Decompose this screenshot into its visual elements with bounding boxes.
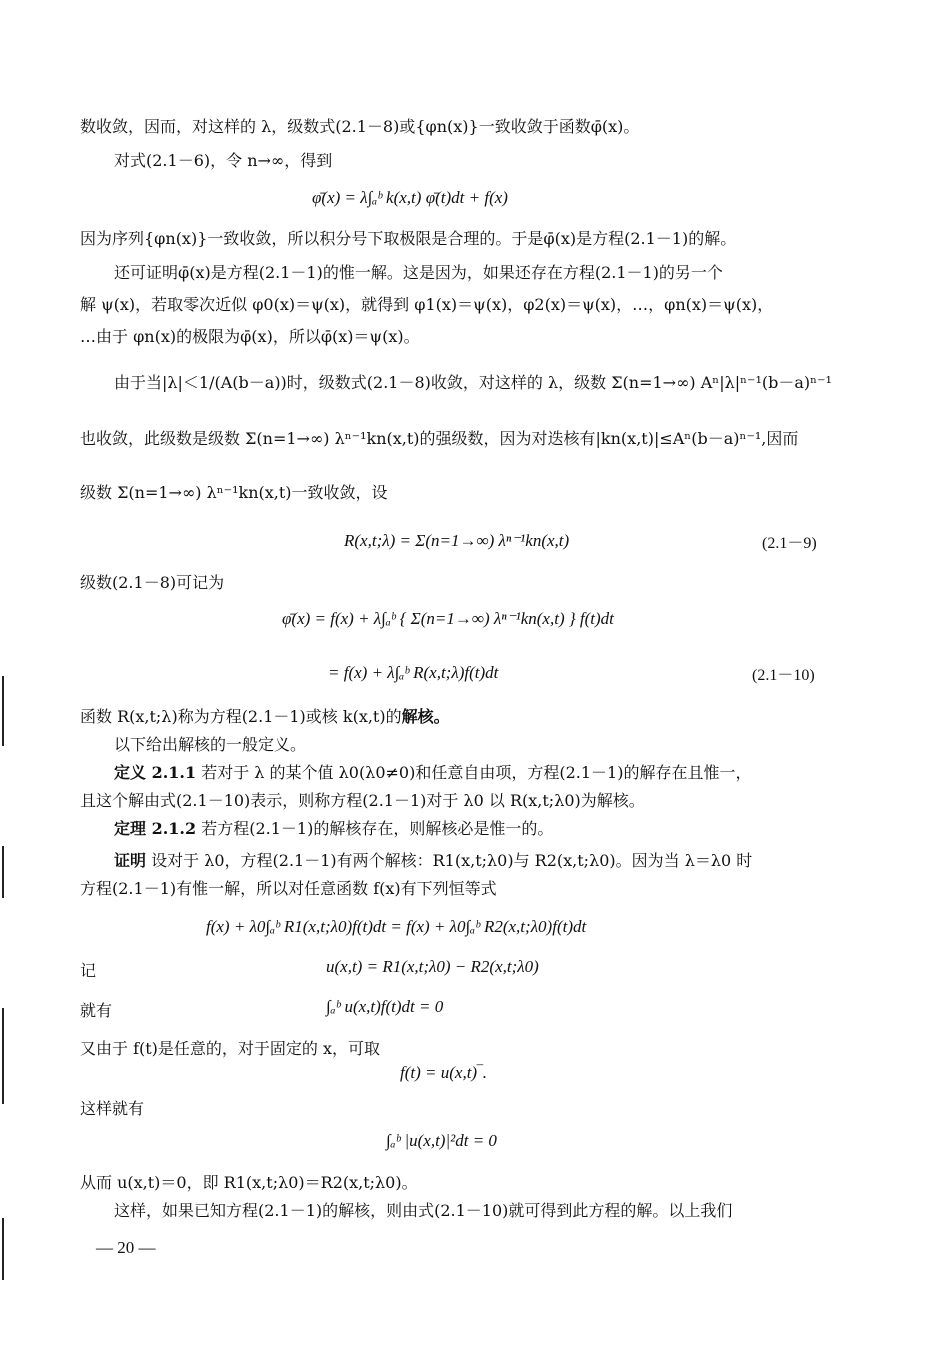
theorem-line — [114, 818, 553, 840]
equation: f(x) + λ0∫ₐᵇ R1(x,t;λ0)f(t)dt = f(x) + λ0∫ₐᵇ R2(x,t;λ0)f(t)dt — [206, 917, 587, 936]
text-line: 解 ψ(x)，若取零次近似 φ0(x)＝ψ(x)，就得到 φ1(x)＝ψ(x)，φ2(x)＝ψ(x)，…，φn(x)＝ψ(x)， — [80, 295, 774, 314]
theorem-label: 定理 2.1.2 — [114, 819, 197, 838]
scan-edge-mark — [2, 1008, 4, 1104]
text-line: 又由于 f(t)是任意的，对于固定的 x，可取 — [80, 1039, 381, 1058]
proof-line — [114, 850, 752, 872]
text-span: 若方程(2.1－1)的解核存在，则解核必是惟一的。 — [201, 819, 554, 838]
text-line: 对式(2.1－6)，令 n→∞，得到 — [114, 151, 333, 170]
equation: ∫ₐᵇ |u(x,t)|²dt = 0 — [386, 1131, 497, 1150]
text-line: 从而 u(x,t)＝0，即 R1(x,t;λ0)＝R2(x,t;λ0)。 — [80, 1173, 418, 1192]
bold-term: 解核。 — [401, 707, 450, 726]
equation: = f(x) + λ∫ₐᵇ R(x,t;λ)f(t)dt — [328, 663, 499, 682]
text-line: 这样就有 — [80, 1099, 145, 1118]
equation: u(x,t) = R1(x,t;λ0) − R2(x,t;λ0) — [326, 957, 539, 976]
proof-label: 证明 — [114, 851, 147, 870]
scan-edge-mark — [2, 676, 4, 746]
equation: f(t) = u(x,t)‾. — [400, 1063, 487, 1082]
equation-number: (2.1－9) — [762, 535, 817, 552]
text-line: 方程(2.1－1)有惟一解，所以对任意函数 f(x)有下列恒等式 — [80, 879, 497, 898]
text-line — [80, 706, 450, 728]
definition-label: 定义 2.1.1 — [114, 763, 197, 782]
text-line: 因为序列{φn(x)}一致收敛，所以积分号下取极限是合理的。于是φ̄(x)是方程(2.1－1)的解。 — [80, 229, 737, 248]
text-line: 且这个解由式(2.1－10)表示，则称方程(2.1－1)对于 λ0 以 R(x,t;λ0)为解核。 — [80, 791, 645, 810]
text-line: 这样，如果已知方程(2.1－1)的解核，则由式(2.1－10)就可得到此方程的解。以上我们 — [114, 1201, 733, 1220]
text-line: …由于 φn(x)的极限为φ̄(x)，所以φ̄(x)＝ψ(x)。 — [80, 327, 420, 346]
definition-line — [114, 762, 751, 784]
text-line: 也收敛，此级数是级数 Σ(n=1→∞) λⁿ⁻¹kn(x,t)的强级数，因为对迭核有|kn(x,t)|≤Aⁿ(b－a)ⁿ⁻¹,因而 — [80, 429, 799, 448]
text-line: 还可证明φ̄(x)是方程(2.1－1)的惟一解。这是因为，如果还存在方程(2.1－1)的另一个 — [114, 263, 723, 282]
equation: R(x,t;λ) = Σ(n=1→∞) λⁿ⁻¹kn(x,t) — [344, 531, 570, 550]
text-line: 以下给出解核的一般定义。 — [114, 735, 307, 754]
text-span: 函数 R(x,t;λ)称为方程(2.1－1)或核 k(x,t)的 — [80, 707, 402, 726]
text-line: 级数 Σ(n=1→∞) λⁿ⁻¹kn(x,t)一致收敛，设 — [80, 483, 388, 502]
page-number: — 20 — — [96, 1238, 156, 1257]
text-line: 就有 — [80, 1001, 113, 1020]
text-line: 记 — [80, 961, 97, 980]
text-line: 数收敛，因而，对这样的 λ，级数式(2.1－8)或{φn(x)}一致收敛于函数φ̄(x)。 — [80, 117, 640, 136]
equation: φ̄(x) = f(x) + λ∫ₐᵇ { Σ(n=1→∞) λⁿ⁻¹kn(x,t) } f(t)dt — [282, 609, 614, 628]
text-line: 由于当|λ|＜1/(A(b－a))时，级数式(2.1－8)收敛，对这样的 λ，级数 Σ(n=1→∞) Aⁿ|λ|ⁿ⁻¹(b－a)ⁿ⁻¹ — [114, 373, 832, 392]
scan-edge-mark — [2, 846, 4, 898]
scan-edge-mark — [2, 1218, 4, 1280]
text-span: 设对于 λ0，方程(2.1－1)有两个解核：R1(x,t;λ0)与 R2(x,t;λ0)。因为当 λ＝λ0 时 — [151, 851, 753, 870]
text-span: 若对于 λ 的某个值 λ0(λ0≠0)和任意自由项，方程(2.1－1)的解存在且惟一， — [201, 763, 752, 782]
equation-number: (2.1－10) — [752, 667, 815, 684]
text-line: 级数(2.1－8)可记为 — [80, 573, 225, 592]
equation: φ̄(x) = λ∫ₐᵇ k(x,t) φ̄(t)dt + f(x) — [312, 188, 508, 207]
equation: ∫ₐᵇ u(x,t)f(t)dt = 0 — [326, 997, 444, 1016]
